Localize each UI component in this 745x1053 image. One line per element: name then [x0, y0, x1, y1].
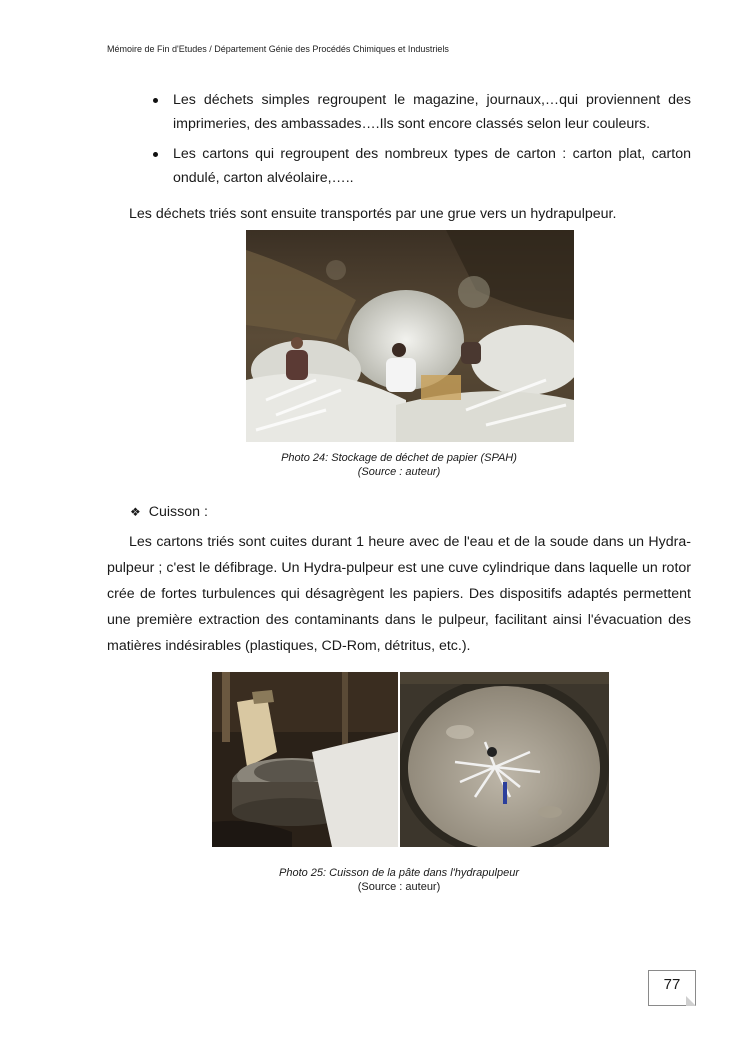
paragraph-transport: Les déchets triés sont ensuite transportés par une grue vers un hydrapulpeur.	[129, 206, 617, 222]
photo-pulp-inside	[400, 672, 609, 847]
figure-caption	[246, 451, 552, 479]
caption-title: Photo 25: Cuisson de la pâte dans l'hydrapulpeur	[279, 867, 519, 879]
caption-source: (Source : auteur)	[357, 466, 441, 478]
page-number	[648, 970, 696, 1006]
bullet-icon	[153, 152, 158, 157]
list-item	[150, 88, 691, 136]
list-item	[150, 142, 691, 190]
photo-hydrapulper-exterior	[212, 672, 398, 847]
list-item-text: Les déchets simples regroupent le magazine, journaux,…qui proviennent des imprimeries, des ambassades….Ils sont encore classés selon leur couleurs.	[173, 92, 691, 132]
caption-title: Photo 24: Stockage de déchet de papier (SPAH)	[281, 452, 517, 464]
diamond-bullet-icon: ❖	[130, 505, 141, 519]
page-header: Mémoire de Fin d'Etudes / Département Génie des Procédés Chimiques et Industriels	[107, 44, 449, 54]
section-title: Cuisson :	[148, 504, 208, 520]
section-heading	[130, 504, 208, 520]
caption-source: (Source : auteur)	[357, 881, 441, 893]
bullet-icon	[153, 98, 158, 103]
photo-paper-waste-storage	[246, 230, 574, 442]
page-fold-icon	[686, 996, 696, 1006]
paragraph-cuisson: Les cartons triés sont cuites durant 1 heure avec de l'eau et de la soude dans un Hydra-pulpeur ; c'est le défibrage. Un Hydra-pulpeur est une cuve cylindrique dans laquelle un rotor crée de fortes turbulences qui désagrègent les papiers. Des dispositifs adaptés permettent une première extraction des contaminants dans le pulpeur, facilitant ainsi l'évacuation des matières indésirables (plastiques, CD-Rom, détritus, etc.).	[107, 534, 691, 654]
page-number-label: 77	[663, 976, 681, 993]
list-item-text: Les cartons qui regroupent des nombreux types de carton : carton plat, carton ondulé, carton alvéolaire,…..	[173, 146, 691, 186]
bullet-list	[150, 88, 691, 196]
figure-caption	[246, 866, 552, 894]
